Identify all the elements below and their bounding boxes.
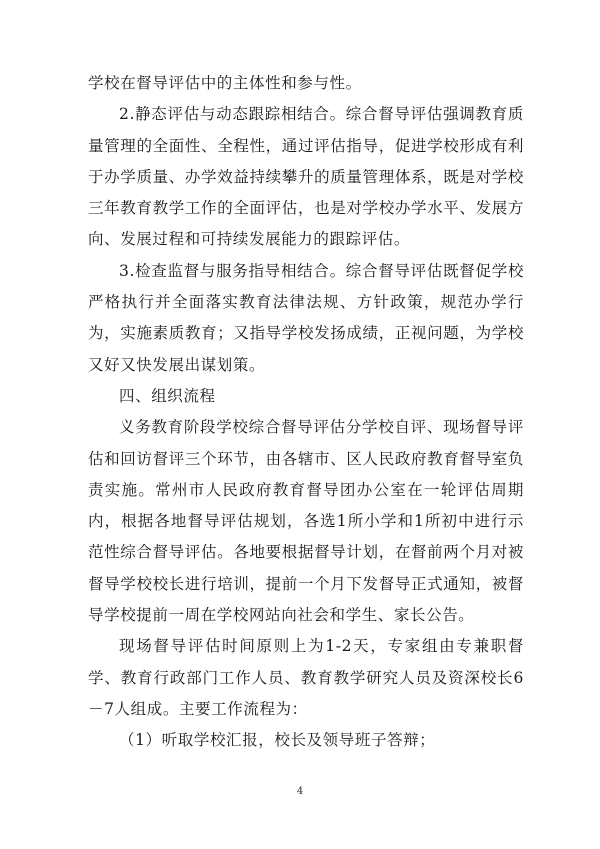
paragraph-continuation: 学校在督导评估中的主体性和参与性。: [88, 74, 362, 92]
paragraph-supervision-guidance: 3.检查监督与服务指导相结合。综合督导评估既督促学校严格执行并全面落实教育法律法规、方针政策，规范办学行为，实施素质教育；又指导学校发扬成绩，正视问题，为学校又好又快发展出谋划策。: [88, 261, 524, 374]
list-item-school-report: （1）听取学校汇报，校长及领导班子答辩；: [119, 731, 436, 750]
page-body: [88, 68, 524, 757]
paragraph-static-dynamic-evaluation: 2.静态评估与动态跟踪相结合。综合督导评估强调教育质量管理的全面性、全程性，通过评估指导，促进学校形成有利于办学质量、办学效益持续攀升的质量管理体系，既是对学校三年教育教学工作的全面评估，也是对学校办学水平、发展方向、发展过程和可持续发展能力的跟踪评估。: [88, 105, 524, 249]
paragraph-onsite-evaluation: 现场督导评估时间原则上为1-2天，专家组由专兼职督学、教育行政部门工作人员、教育教学研究人员及资深校长6－7人组成。主要工作流程为：: [88, 637, 524, 718]
page-number: 4: [296, 786, 304, 797]
paragraph-evaluation-stages: 义务教育阶段学校综合督导评估分学校自评、现场督导评估和回访督评三个环节，由各辖市、区人民政府教育督导室负责实施。常州市人民政府教育督导团办公室在一轮评估周期内，根据各地督导评估规划，各选1所小学和1所初中进行示范性综合督导评估。各地要根据督导计划，在督前两个月对被督导学校校长进行培训，提前一个月下发督导正式通知，被督导学校提前一周在学校网站向社会和学生、家长公告。: [88, 418, 524, 625]
section-heading-organization-process: 四、组织流程: [119, 386, 216, 405]
